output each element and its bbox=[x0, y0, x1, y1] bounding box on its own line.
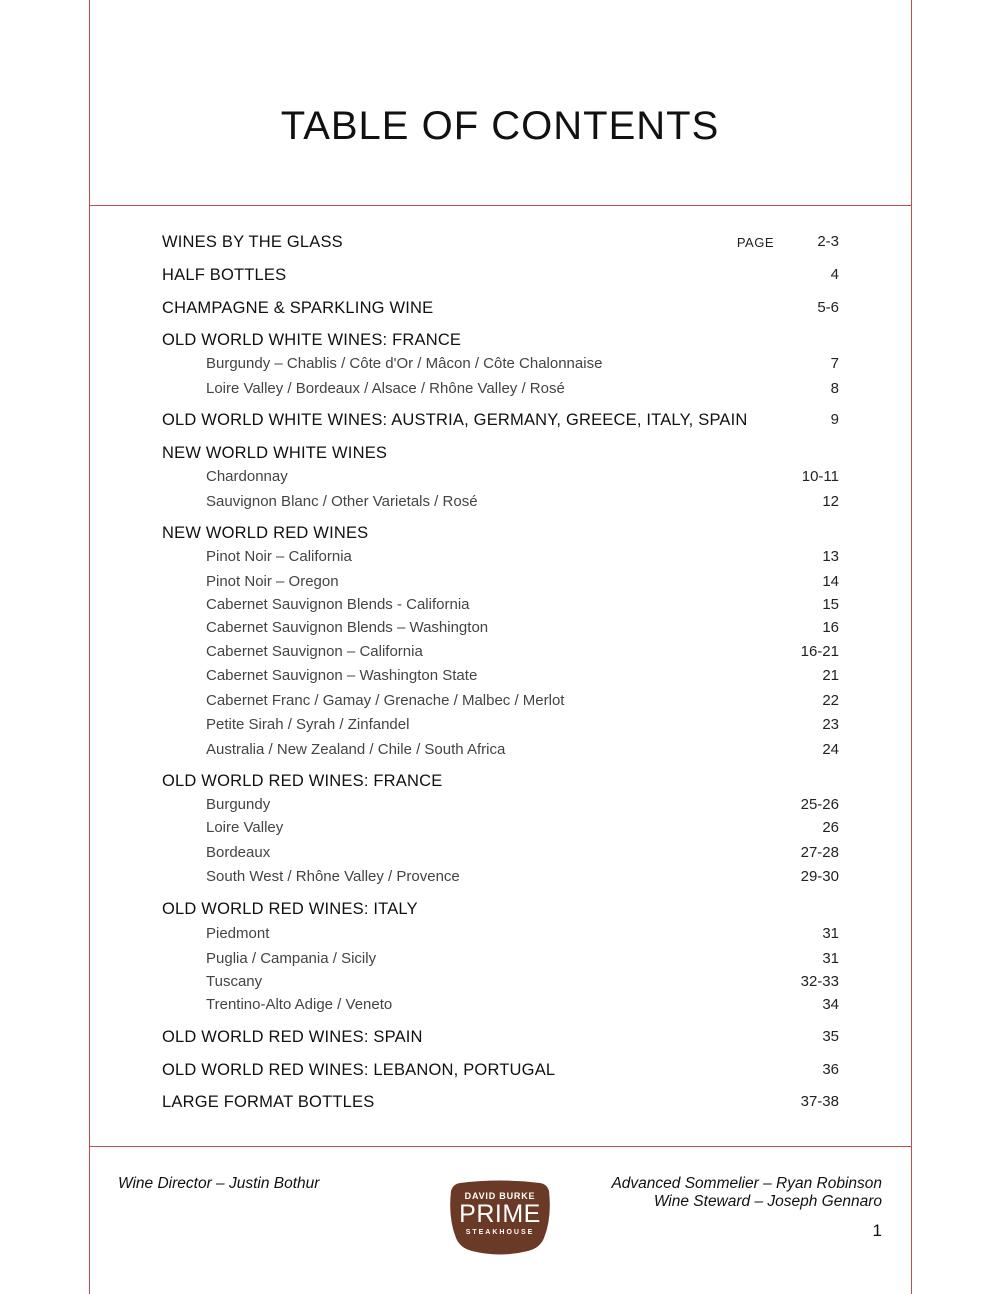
left-border bbox=[89, 0, 90, 1294]
toc-label: Pinot Noir – California bbox=[206, 548, 352, 565]
toc-label: Puglia / Campania / Sicily bbox=[206, 950, 377, 967]
toc-label: NEW WORLD RED WINES bbox=[162, 524, 369, 542]
toc-item[interactable] bbox=[162, 996, 839, 1020]
right-border bbox=[911, 0, 912, 1294]
toc-label: WINES BY THE GLASS bbox=[162, 233, 343, 251]
toc-item[interactable] bbox=[162, 493, 839, 517]
toc-label: LARGE FORMAT BOTTLES bbox=[162, 1093, 375, 1111]
toc-page: 7 bbox=[830, 355, 839, 372]
toc-label: Burgundy – Chablis / Côte d'Or / Mâcon / Côte Chalonnaise bbox=[206, 355, 603, 372]
toc-item[interactable] bbox=[162, 548, 839, 572]
toc-label: Australia / New Zealand / Chile / South Africa bbox=[206, 741, 506, 758]
toc-label: OLD WORLD RED WINES: ITALY bbox=[162, 900, 418, 918]
toc-label: Cabernet Sauvignon – Washington State bbox=[206, 667, 478, 684]
page-title: TABLE OF CONTENTS bbox=[280, 104, 720, 148]
toc-item[interactable] bbox=[162, 819, 839, 843]
toc-section-new-world-red[interactable] bbox=[162, 524, 839, 548]
toc-section-wines-by-the-glass[interactable] bbox=[162, 233, 839, 257]
toc-item[interactable] bbox=[162, 619, 839, 643]
toc-item[interactable] bbox=[162, 468, 839, 492]
page-column-label: PAGE bbox=[736, 235, 774, 250]
toc-page: 16-21 bbox=[800, 643, 839, 660]
toc-label: OLD WORLD WHITE WINES: FRANCE bbox=[162, 331, 462, 349]
toc-label: Cabernet Sauvignon – California bbox=[206, 643, 423, 660]
toc-page: 25-26 bbox=[800, 796, 839, 813]
toc-label: OLD WORLD WHITE WINES: AUSTRIA, GERMANY, GREECE, ITALY, SPAIN bbox=[162, 411, 748, 429]
logo-line-1: DAVID BURKE bbox=[464, 1191, 536, 1201]
toc-label: Pinot Noir – Oregon bbox=[206, 573, 339, 590]
toc-label: Cabernet Sauvignon Blends – Washington bbox=[206, 619, 489, 636]
toc-item[interactable] bbox=[162, 950, 839, 974]
toc-page: 22 bbox=[822, 692, 839, 709]
page-number: 1 bbox=[872, 1221, 882, 1240]
toc-page: 12 bbox=[822, 493, 839, 510]
toc-section-old-world-red-spain[interactable] bbox=[162, 1028, 839, 1052]
toc-page: 8 bbox=[830, 380, 839, 397]
toc-label: Loire Valley / Bordeaux / Alsace / Rhône Valley / Rosé bbox=[206, 380, 565, 397]
toc-page: 29-30 bbox=[800, 868, 839, 885]
toc-label: Bordeaux bbox=[206, 844, 271, 861]
toc-page: 9 bbox=[830, 411, 839, 428]
toc-label: Tuscany bbox=[206, 973, 263, 990]
toc-item[interactable] bbox=[162, 643, 839, 667]
toc-label: Cabernet Sauvignon Blends - California bbox=[206, 596, 470, 613]
header-divider bbox=[89, 205, 912, 206]
toc-section-new-world-white[interactable] bbox=[162, 444, 839, 468]
toc-item[interactable] bbox=[162, 741, 839, 765]
toc-section-old-world-white-other[interactable] bbox=[162, 411, 839, 435]
toc-page: 24 bbox=[822, 741, 839, 758]
toc-section-old-world-red-lebanon-portugal[interactable] bbox=[162, 1061, 839, 1085]
toc-item[interactable] bbox=[162, 796, 839, 820]
toc-label: HALF BOTTLES bbox=[162, 266, 287, 284]
toc-label: OLD WORLD RED WINES: FRANCE bbox=[162, 772, 443, 790]
toc-page: 14 bbox=[822, 573, 839, 590]
toc-page: 31 bbox=[822, 925, 839, 942]
toc-page: 21 bbox=[822, 667, 839, 684]
sommelier-credit: Advanced Sommelier – Ryan Robinson bbox=[611, 1175, 882, 1192]
footer-divider bbox=[89, 1146, 912, 1147]
toc-page: 37-38 bbox=[800, 1093, 839, 1110]
logo-line-3: STEAKHOUSE bbox=[465, 1229, 535, 1236]
toc-item[interactable] bbox=[162, 716, 839, 740]
toc-page: 10-11 bbox=[801, 468, 839, 485]
toc-page: 34 bbox=[822, 996, 839, 1013]
toc-label: OLD WORLD RED WINES: SPAIN bbox=[162, 1028, 423, 1046]
toc-section-old-world-red-italy[interactable] bbox=[162, 900, 839, 924]
toc-item[interactable] bbox=[162, 692, 839, 716]
toc-item[interactable] bbox=[162, 380, 839, 404]
toc-page: 23 bbox=[822, 716, 839, 733]
toc-page: 26 bbox=[822, 819, 839, 836]
toc-label: OLD WORLD RED WINES: LEBANON, PORTUGAL bbox=[162, 1061, 556, 1079]
toc-item[interactable] bbox=[162, 973, 839, 997]
toc-page: 13 bbox=[822, 548, 839, 565]
toc-label: Piedmont bbox=[206, 925, 270, 942]
toc-page: 31 bbox=[822, 950, 839, 967]
toc-item[interactable] bbox=[162, 667, 839, 691]
toc-label: Loire Valley bbox=[206, 819, 284, 836]
toc-page: 32-33 bbox=[800, 973, 839, 990]
logo-line-2: PRIME bbox=[459, 1200, 541, 1228]
toc-page: 36 bbox=[822, 1061, 839, 1078]
toc-page: 2-3 bbox=[817, 233, 839, 250]
toc-section-large-format[interactable] bbox=[162, 1093, 839, 1117]
toc-page: 16 bbox=[822, 619, 839, 636]
toc-label: Chardonnay bbox=[206, 468, 288, 485]
toc-label: South West / Rhône Valley / Provence bbox=[206, 868, 460, 885]
toc-item[interactable] bbox=[162, 868, 839, 892]
toc-item[interactable] bbox=[162, 925, 839, 949]
toc-label: Burgundy bbox=[206, 796, 271, 813]
toc-section-champagne[interactable] bbox=[162, 299, 839, 323]
toc-item[interactable] bbox=[162, 355, 839, 379]
restaurant-logo bbox=[446, 1180, 554, 1256]
toc-label: Petite Sirah / Syrah / Zinfandel bbox=[206, 716, 410, 733]
toc-label: Trentino-Alto Adige / Veneto bbox=[206, 996, 393, 1013]
toc-item[interactable] bbox=[162, 844, 839, 868]
toc-section-half-bottles[interactable] bbox=[162, 266, 839, 290]
toc-item[interactable] bbox=[162, 573, 839, 597]
toc-section-old-world-red-france[interactable] bbox=[162, 772, 839, 796]
toc-label: Sauvignon Blanc / Other Varietals / Rosé bbox=[206, 493, 478, 510]
toc-label: Cabernet Franc / Gamay / Grenache / Malbec / Merlot bbox=[206, 692, 565, 709]
toc-page: 15 bbox=[822, 596, 839, 613]
wine-director-credit: Wine Director – Justin Bothur bbox=[118, 1175, 320, 1192]
toc-page: 4 bbox=[830, 266, 839, 283]
toc-label: NEW WORLD WHITE WINES bbox=[162, 444, 388, 462]
toc-section-old-world-white-france[interactable] bbox=[162, 331, 839, 355]
toc-item[interactable] bbox=[162, 596, 839, 620]
toc-page: 27-28 bbox=[800, 844, 839, 861]
toc-label: CHAMPAGNE & SPARKLING WINE bbox=[162, 299, 434, 317]
toc-page: 5-6 bbox=[817, 299, 839, 316]
toc-page: 35 bbox=[822, 1028, 839, 1045]
wine-steward-credit: Wine Steward – Joseph Gennaro bbox=[653, 1193, 882, 1210]
